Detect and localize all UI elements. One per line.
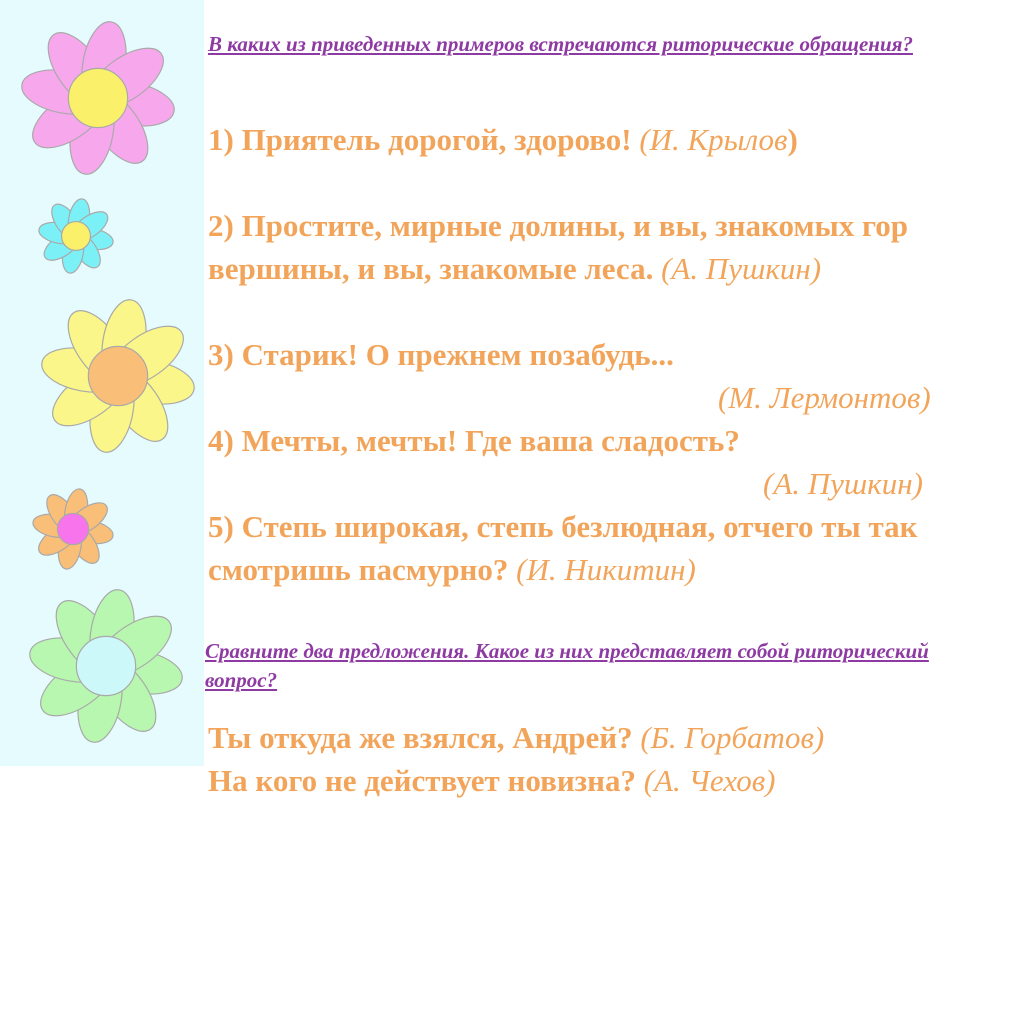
compare-sentence-1	[208, 716, 1008, 759]
example-2	[208, 204, 1008, 290]
example-5-author: (И. Никитин)	[516, 552, 696, 587]
green-flower-icon	[22, 586, 190, 746]
compare-sentence-2	[208, 759, 1008, 802]
question-rhetorical-question: Сравните два предложения. Какое из них представляет собой риторический вопрос?	[205, 639, 929, 692]
pink-flower-icon	[18, 18, 178, 178]
example-4	[208, 419, 1008, 505]
example-4-author: (А. Пушкин)	[763, 466, 924, 501]
example-2-text: 2) Простите, мирные долины, и вы, знакомых гор вершины, и вы, знакомые леса.	[208, 208, 908, 286]
compare-sentence-1-author: (Б. Горбатов)	[640, 720, 825, 755]
example-4-text: 4) Мечты, мечты! Где ваша сладость?	[208, 423, 740, 458]
orange-flower-icon	[30, 486, 116, 572]
question-rhetorical-address: В каких из приведенных примеров встречаются риторические обращения?	[208, 32, 913, 56]
compare-sentence-2-author: (А. Чехов)	[643, 763, 776, 798]
decorative-side-panel	[0, 0, 204, 766]
example-1-text: 1) Приятель дорогой, здорово!	[208, 122, 640, 157]
example-1-author: (И. Крылов	[639, 122, 788, 157]
compare-sentence-2-text: На кого не действует новизна?	[208, 763, 644, 798]
example-3	[208, 333, 1008, 419]
examples-list	[208, 118, 1008, 591]
example-5-text: 5) Степь широкая, степь безлюдная, отчего ты так смотришь пасмурно?	[208, 509, 918, 587]
example-2-author: (А. Пушкин)	[661, 251, 822, 286]
compare-sentence-1-text: Ты откуда же взялся, Андрей?	[208, 720, 641, 755]
example-1-closing: )	[787, 122, 798, 157]
example-1	[208, 118, 1008, 161]
example-5	[208, 505, 1008, 591]
compare-sentences	[208, 716, 1008, 802]
yellow-flower-icon	[36, 296, 200, 456]
example-3-text: 3) Старик! О прежнем позабудь...	[208, 337, 674, 372]
example-3-author: (М. Лермонтов)	[718, 380, 931, 415]
cyan-flower-icon	[34, 196, 118, 276]
